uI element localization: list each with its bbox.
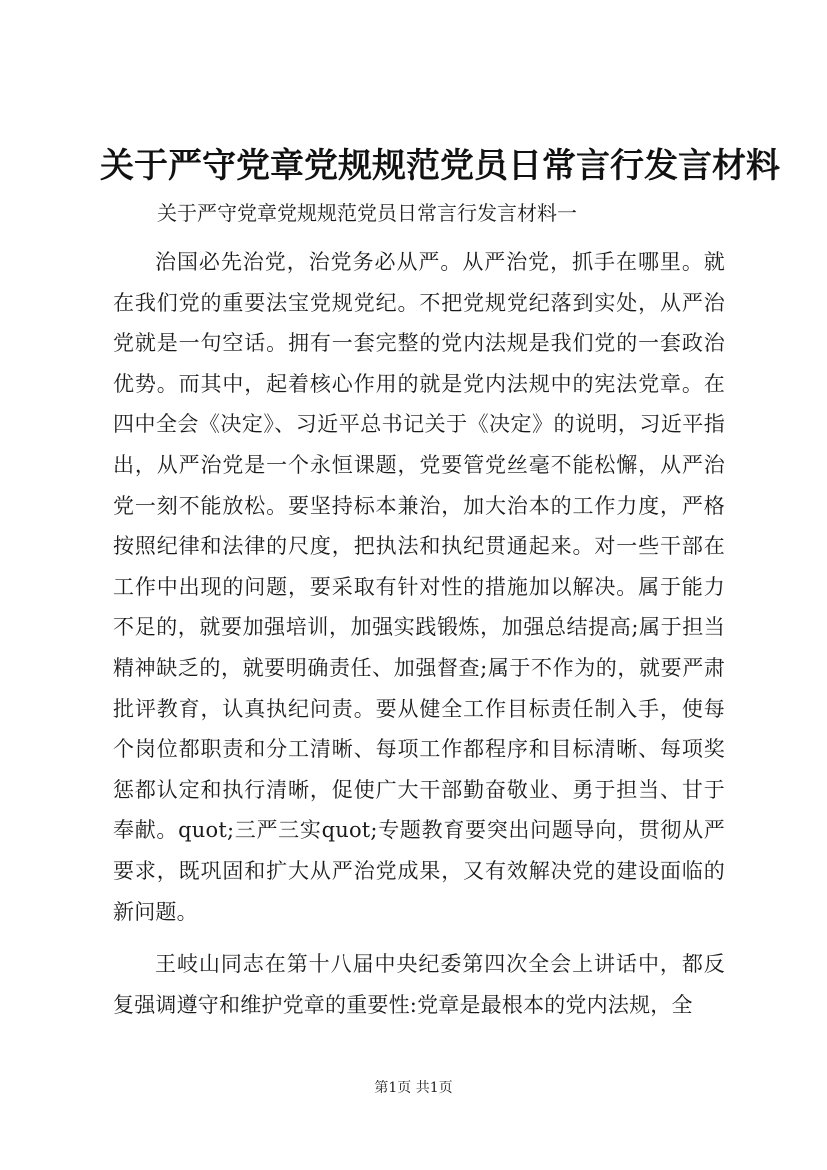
document-body (113, 242, 725, 1025)
document-title: 关于严守党章党规规范党员日常言行发言材料 (100, 146, 780, 186)
body-paragraph-1: 治国必先治党，治党务必从严。从严治党，抓手在哪里。就在我们党的重要法宝党规党纪。不把党规党纪落到实处，从严治党就是一句空话。拥有一套完整的党内法规是我们党的一套政治优势。而其中，起着核心作用的就是党内法规中的宪法党章。在四中全会《决定》、习近平总书记关于《决定》的说明，习近平指出，从严治党是一个永恒课题，党要管党丝毫不能松懈，从严治党一刻不能放松。要坚持标本兼治，加大治本的工作力度，严格按照纪律和法律的尺度，把执法和执纪贯通起来。对一些干部在工作中出现的问题，要采取有针对性的措施加以解决。属于能力不足的，就要加强培训，加强实践锻炼，加强总结提高;属于担当精神缺乏的，就要明确责任、加强督查;属于不作为的，就要严肃批评教育，认真执纪问责。要从健全工作目标责任制入手，使每个岗位都职责和分工清晰、每项工作都程序和目标清晰、每项奖惩都认定和执行清晰，促使广大干部勤奋敬业、勇于担当、甘于奉献。quot;三严三实quot;专题教育要突出问题导向，贯彻从严要求，既巩固和扩大从严治党成果，又有效解决党的建设面临的新问题。 (113, 250, 725, 924)
page-footer: 第1页 共1页 (374, 1080, 453, 1096)
body-paragraph-2: 王岐山同志在第十八届中央纪委第四次全会上讲话中，都反复强调遵守和维护党章的重要性:党章是最根本的党内法规，全 (113, 952, 725, 1017)
document-subtitle: 关于严守党章党规规范党员日常言行发言材料一 (157, 201, 577, 225)
